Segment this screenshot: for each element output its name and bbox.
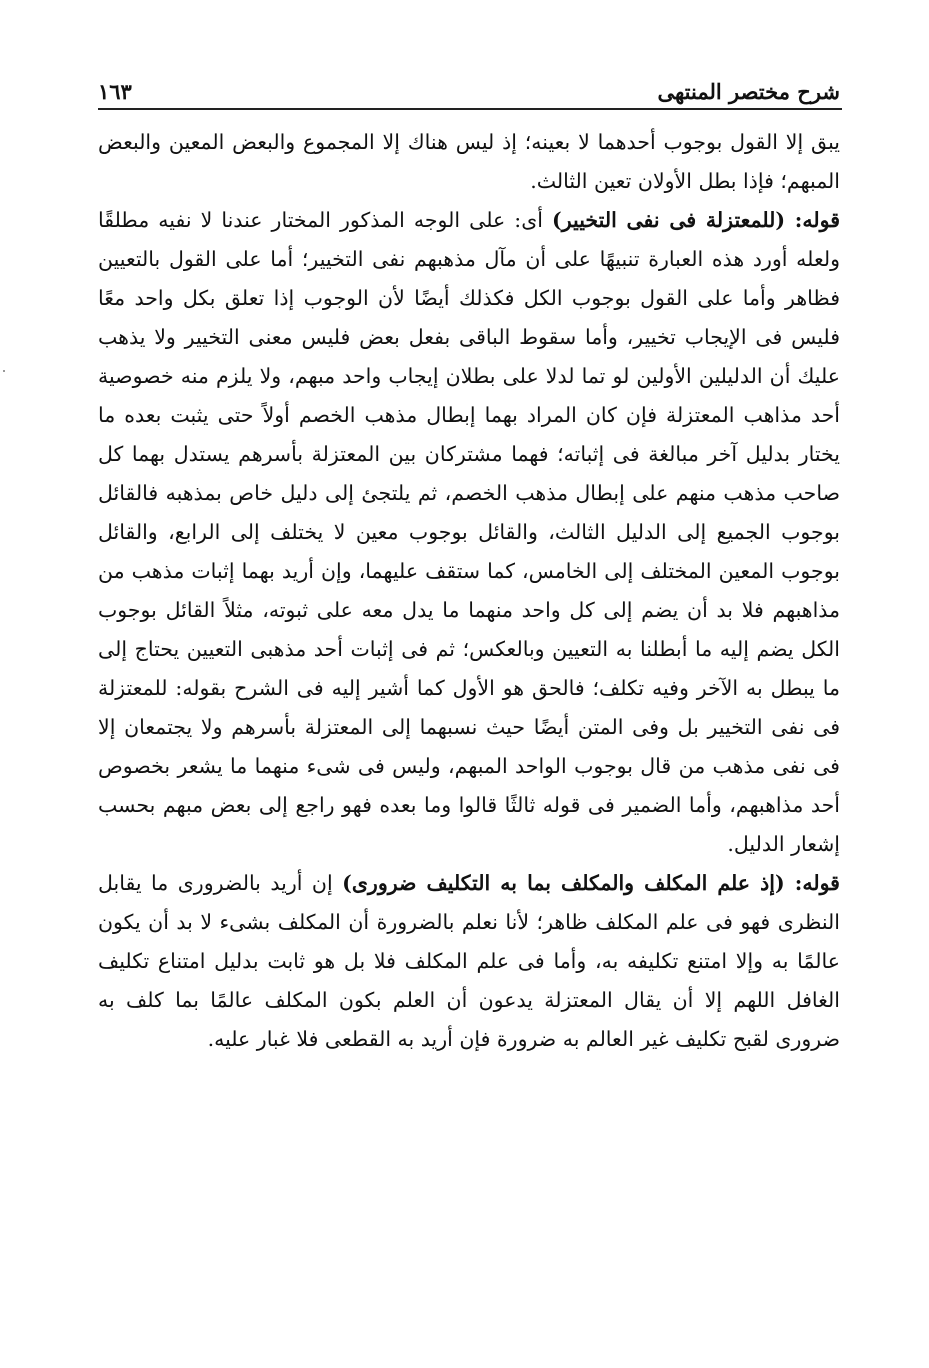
paragraph-2: [98, 201, 840, 864]
paragraph-1: [98, 123, 840, 201]
header-rule: [98, 108, 842, 110]
margin-mark: [3, 370, 5, 372]
page-header: [98, 80, 840, 104]
paragraph-2-lead: قوله: (للمعتزلة فى نفى التخيير): [552, 208, 840, 232]
paragraph-3-text: إن أريد بالضرورى ما يقابل النظرى فهو فى علم المكلف ظاهر؛ لأنا نعلم بالضرورة أن المكلف بشىء لا بد أن يكون عالمًا به وإلا امتنع تكليفه به، وأما فى علم المكلف فلا بل هو ثابت بدليل امتناع تكليف الغافل اللهم إلا أن يقال المعتزلة يدعون أن العلم بكون المكلف عالمًا بما كلف به ضرورى لقبح تكليف غير العالم به ضرورة فإن أريد به القطعى فلا غبار عليه.: [98, 871, 840, 1051]
page-number: ١٦٣: [98, 79, 132, 104]
paragraph-3-lead: قوله: (إذ علم المكلف والمكلف بما به التكليف ضرورى): [342, 871, 840, 895]
running-title: شرح مختصر المنتهى: [657, 79, 840, 104]
paragraph-2-text: أى: على الوجه المذكور المختار عندنا لا نفيه مطلقًا ولعله أورد هذه العبارة تنبيهًا على أن مآل مذهبهم نفى التخيير؛ أما على القول بالتعيين فظاهر وأما على القول بوجوب الكل فكذلك أيضًا لأن الوجوب إذا تعلق بكل واحد معًا فليس فى الإيجاب تخيير، وأما سقوط الباقى بفعل بعض فليس معنى التخيير ولا يذهب عليك أن الدليلين الأولين لو تما لدلا على بطلان إيجاب واحد مبهم، ولا يلزم منه خصوصية أحد مذاهب المعتزلة فإن كان المراد بهما إبطال مذهب الخصم أولاً حتى يثبت بعده ما يختار بدليل آخر مبالغة فى إثباته؛ فهما مشتركان بين المعتزلة بأسرهم يستدل بهما كل صاحب مذهب منهم على إبطال مذهب الخصم، ثم يلتجئ إلى دليل خاص بمذهبه فالقائل بوجوب الجميع إلى الدليل الثالث، والقائل بوجوب معين لا يختلف إلى الرابع، والقائل بوجوب المعين المختلف إلى الخامس، كما ستقف عليهما، وإن أريد بهما إثبات مذهب من مذاهبهم فلا بد أن يضم إلى كل واحد منهما ما يدل معه على ثبوته، مثلاً القائل بوجوب الكل يضم إليه ما أبطلنا به التعيين وبالعكس؛ ثم فى إثبات أحد مذهبى التعيين يحتاج إلى ما يبطل به الآخر وفيه تكلف؛ فالحق هو الأول كما أشير إليه فى الشرح بقوله: للمعتزلة فى نفى التخيير بل وفى المتن أيضًا حيث نسبهما إلى المعتزلة بأسرهم ولا يجتمعان إلا فى نفى مذهب من قال بوجوب الواحد المبهم، وليس فى شىء منهما ما يشعر بخصوص أحد مذاهبهم، وأما الضمير فى قوله ثالثًا قالوا وما بعده فهو راجع إلى بعض مبهم بحسب إشعار الدليل.: [98, 208, 840, 856]
body-text: [98, 123, 840, 1059]
paragraph-3: [98, 864, 840, 1059]
paragraph-1-text: يبق إلا القول بوجوب أحدهما لا بعينه؛ إذ ليس هناك إلا المجموع والبعض المعين والبعض المبهم؛ فإذا بطل الأولان تعين الثالث.: [98, 130, 840, 193]
